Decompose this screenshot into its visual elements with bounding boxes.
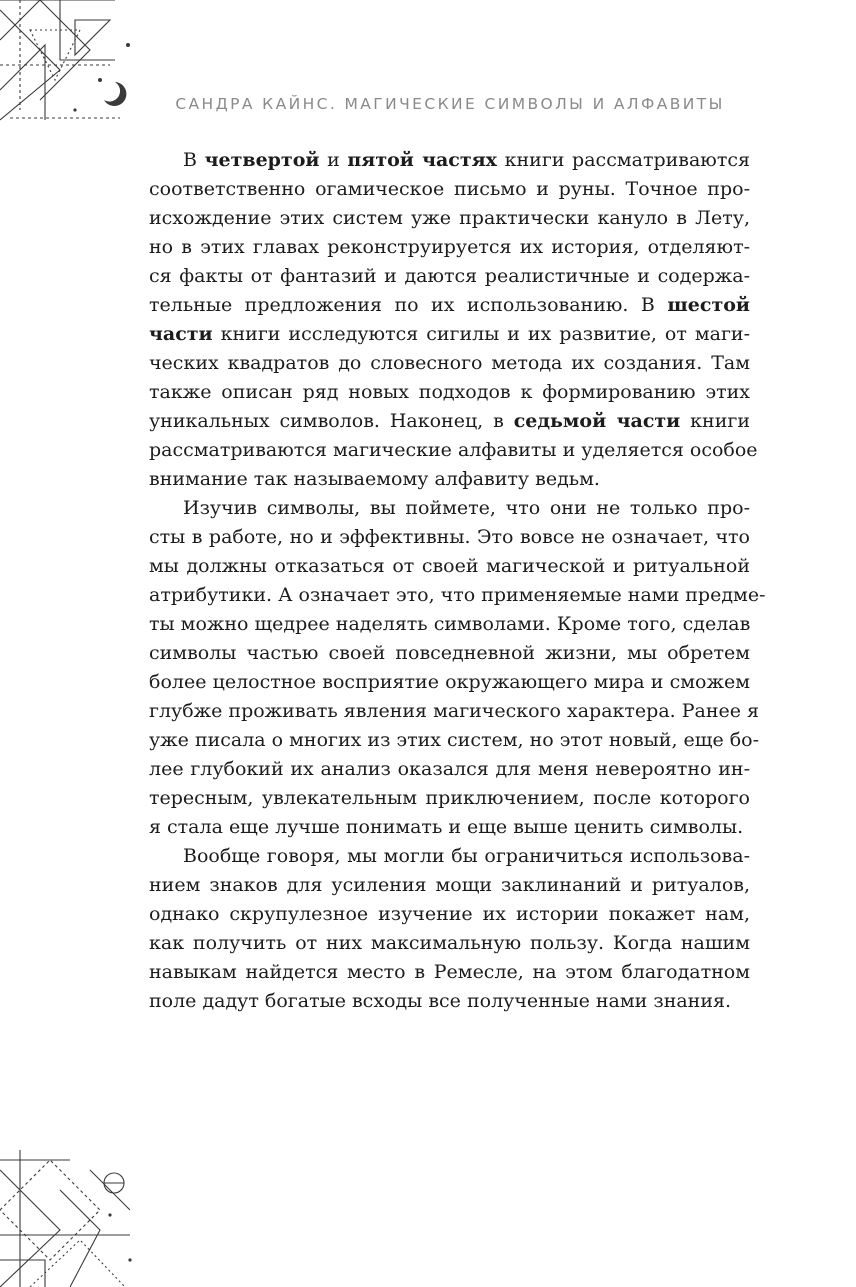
text-line <box>149 320 750 349</box>
text-line <box>149 146 750 175</box>
text-run: соответственно огамическое письмо и руны. Точное про- <box>149 178 750 200</box>
text-line <box>149 755 750 784</box>
text-line <box>149 929 750 958</box>
text-run: навыкам найдется место в Ремесле, на этом благодатном <box>149 961 750 983</box>
text-run: ся факты от фантазий и даются реалистичные и содержа- <box>149 265 750 287</box>
text-line <box>149 610 750 639</box>
text-line <box>149 204 750 233</box>
text-run: но в этих главах реконструируется их история, отделяют- <box>149 236 750 258</box>
text-line <box>149 784 750 813</box>
paragraph <box>149 842 750 1016</box>
text-run: атрибутики. А означает это, что применяемые нами предме- <box>149 584 766 606</box>
text-run: книги <box>680 410 750 432</box>
bold-text: четвертой <box>204 149 320 171</box>
bold-text: шестой <box>667 294 750 316</box>
text-line <box>149 987 750 1016</box>
text-run: уже писала о многих из этих систем, но этот новый, еще бо- <box>149 729 760 751</box>
text-run: рассматриваются магические алфавиты и уделяется особое <box>149 439 758 461</box>
text-line <box>149 900 750 929</box>
running-head: САНДРА КАЙНС. МАГИЧЕСКИЕ СИМВОЛЫ И АЛФАВИТЫ <box>175 95 725 113</box>
paragraph <box>149 494 766 842</box>
bold-text: седьмой части <box>513 410 681 432</box>
text-line <box>149 407 750 436</box>
text-run: исхождение этих систем уже практически кануло в Лету, <box>149 207 750 229</box>
text-run: книги рассматриваются <box>497 149 750 171</box>
text-run: однако скрупулезное изучение их истории покажет нам, <box>149 903 750 925</box>
text-line <box>149 494 750 523</box>
text-run: более целостное восприятие окружающего мира и сможем <box>149 671 750 693</box>
text-run: сты в работе, но и эффективны. Это вовсе не означает, что <box>149 526 750 548</box>
geometric-ornament-top <box>0 0 140 125</box>
bold-text: части <box>149 323 213 345</box>
text-run: также описан ряд новых подходов к формированию этих <box>149 381 750 403</box>
text-line <box>149 436 758 465</box>
text-line <box>149 639 750 668</box>
text-line <box>149 697 760 726</box>
text-line <box>149 291 750 320</box>
text-line <box>149 871 750 900</box>
text-run: В <box>183 149 205 171</box>
text-run: ты можно щедрее наделять символами. Кроме того, сделав <box>149 613 751 635</box>
text-run: я стала еще лучше понимать и еще выше ценить символы. <box>149 816 744 838</box>
text-run: мы должны отказаться от своей магической и ритуальной <box>149 555 750 577</box>
text-run: книги исследуются сигилы и их развитие, от маги- <box>212 323 750 345</box>
text-line <box>149 523 750 552</box>
text-line <box>149 465 750 494</box>
main-text <box>149 146 766 1016</box>
text-line <box>149 581 766 610</box>
text-run: поле дадут богатые всходы все полученные нами знания. <box>149 990 732 1012</box>
text-line <box>149 349 750 378</box>
text-line <box>149 813 750 842</box>
text-run: и <box>319 149 348 171</box>
text-run: Вообще говоря, мы могли бы ограничиться использова- <box>183 845 750 867</box>
text-line <box>149 958 750 987</box>
paragraph <box>149 146 758 494</box>
text-run: тересным, увлекательным приключением, после которого <box>149 787 750 809</box>
bold-text: пятой частях <box>347 149 497 171</box>
text-run: Изучив символы, вы поймете, что они не только про- <box>183 497 750 519</box>
text-run: лее глубокий их анализ оказался для меня невероятно ин- <box>149 758 750 780</box>
text-run: уникальных символов. Наконец, в <box>149 410 514 432</box>
text-line <box>149 262 750 291</box>
text-run: глубже проживать явления магического характера. Ранее я <box>149 700 760 722</box>
geometric-ornament-bottom <box>0 1150 140 1287</box>
text-line <box>149 233 750 262</box>
text-run: тельные предложения по их использованию. В <box>149 294 668 316</box>
text-line <box>149 175 750 204</box>
text-run: ческих квадратов до словесного метода их создания. Там <box>149 352 750 374</box>
text-run: как получить от них максимальную пользу. Когда нашим <box>149 932 750 954</box>
text-line <box>149 668 750 697</box>
text-line <box>149 378 750 407</box>
text-run: внимание так называемому алфавиту ведьм. <box>149 468 600 490</box>
text-line <box>149 552 750 581</box>
text-run: символы частью своей повседневной жизни, мы обретем <box>149 642 750 664</box>
text-line <box>149 842 750 871</box>
text-line <box>149 726 760 755</box>
text-run: нием знаков для усиления мощи заклинаний и ритуалов, <box>149 874 750 896</box>
